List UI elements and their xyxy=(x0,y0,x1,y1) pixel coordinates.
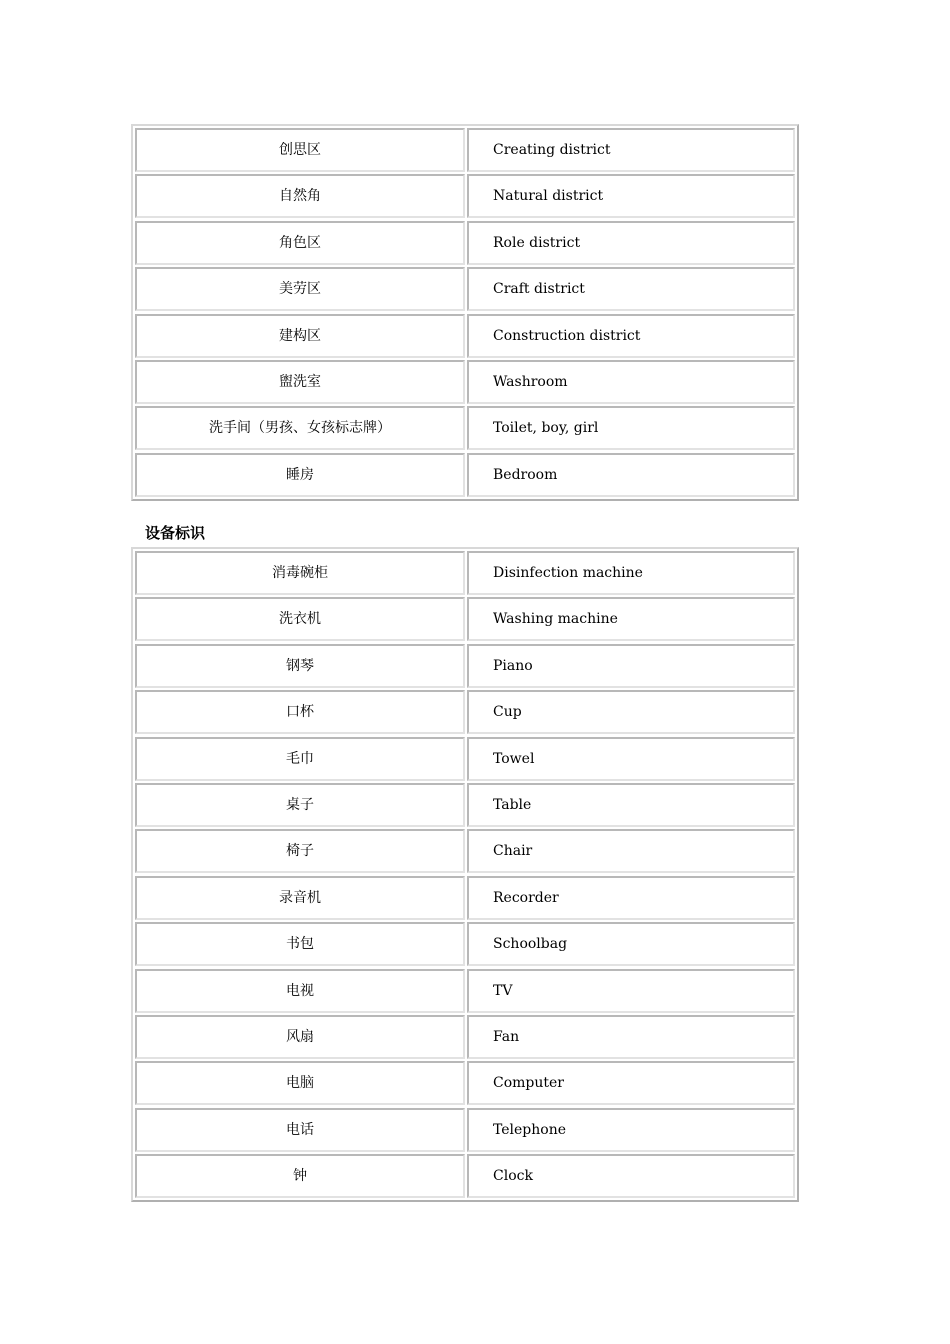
cell-english-term: Washroom xyxy=(467,360,795,404)
cell-chinese-term: 风扇 xyxy=(135,1015,465,1059)
cell-english-term: Chair xyxy=(467,829,795,873)
cell-english-term: Computer xyxy=(467,1061,795,1105)
cell-english-term: Creating district xyxy=(467,128,795,172)
cell-english-term: Construction district xyxy=(467,314,795,358)
cell-chinese-term: 书包 xyxy=(135,922,465,966)
table-row xyxy=(135,551,795,595)
areas-table xyxy=(131,124,799,501)
cell-chinese-term: 消毒碗柜 xyxy=(135,551,465,595)
table-row xyxy=(135,360,795,404)
cell-chinese-term: 录音机 xyxy=(135,876,465,920)
cell-chinese-term: 椅子 xyxy=(135,829,465,873)
table-row xyxy=(135,1108,795,1152)
table-row xyxy=(135,221,795,265)
table-row xyxy=(135,597,795,641)
cell-english-term: Toilet, boy, girl xyxy=(467,406,795,450)
cell-english-term: Role district xyxy=(467,221,795,265)
cell-chinese-term: 建构区 xyxy=(135,314,465,358)
table-row xyxy=(135,128,795,172)
table-row xyxy=(135,314,795,358)
table-row xyxy=(135,174,795,218)
table-row xyxy=(135,267,795,311)
cell-chinese-term: 睡房 xyxy=(135,453,465,497)
cell-english-term: Clock xyxy=(467,1154,795,1198)
cell-english-term: Table xyxy=(467,783,795,827)
equipment-section-heading: 设备标识 xyxy=(145,524,206,542)
equipment-table xyxy=(131,547,799,1202)
cell-chinese-term: 钢琴 xyxy=(135,644,465,688)
table-row xyxy=(135,1061,795,1105)
table-row xyxy=(135,876,795,920)
cell-chinese-term: 桌子 xyxy=(135,783,465,827)
cell-english-term: Craft district xyxy=(467,267,795,311)
cell-chinese-term: 洗手间（男孩、女孩标志牌） xyxy=(135,406,465,450)
cell-english-term: Recorder xyxy=(467,876,795,920)
cell-english-term: TV xyxy=(467,969,795,1013)
cell-english-term: Telephone xyxy=(467,1108,795,1152)
cell-chinese-term: 电话 xyxy=(135,1108,465,1152)
table-row xyxy=(135,969,795,1013)
cell-english-term: Natural district xyxy=(467,174,795,218)
table-row xyxy=(135,783,795,827)
cell-english-term: Towel xyxy=(467,737,795,781)
table-row xyxy=(135,690,795,734)
cell-english-term: Bedroom xyxy=(467,453,795,497)
cell-chinese-term: 盥洗室 xyxy=(135,360,465,404)
cell-chinese-term: 自然角 xyxy=(135,174,465,218)
cell-english-term: Piano xyxy=(467,644,795,688)
table-row xyxy=(135,406,795,450)
cell-english-term: Disinfection machine xyxy=(467,551,795,595)
cell-chinese-term: 美劳区 xyxy=(135,267,465,311)
table-row xyxy=(135,737,795,781)
cell-english-term: Schoolbag xyxy=(467,922,795,966)
table-row xyxy=(135,453,795,497)
table-row xyxy=(135,922,795,966)
cell-english-term: Fan xyxy=(467,1015,795,1059)
cell-english-term: Cup xyxy=(467,690,795,734)
cell-chinese-term: 创思区 xyxy=(135,128,465,172)
cell-chinese-term: 洗衣机 xyxy=(135,597,465,641)
table-row xyxy=(135,1154,795,1198)
cell-chinese-term: 电视 xyxy=(135,969,465,1013)
cell-chinese-term: 毛巾 xyxy=(135,737,465,781)
table-row xyxy=(135,829,795,873)
table-row xyxy=(135,1015,795,1059)
cell-chinese-term: 电脑 xyxy=(135,1061,465,1105)
cell-chinese-term: 角色区 xyxy=(135,221,465,265)
cell-chinese-term: 口杯 xyxy=(135,690,465,734)
table-row xyxy=(135,644,795,688)
cell-chinese-term: 钟 xyxy=(135,1154,465,1198)
cell-english-term: Washing machine xyxy=(467,597,795,641)
